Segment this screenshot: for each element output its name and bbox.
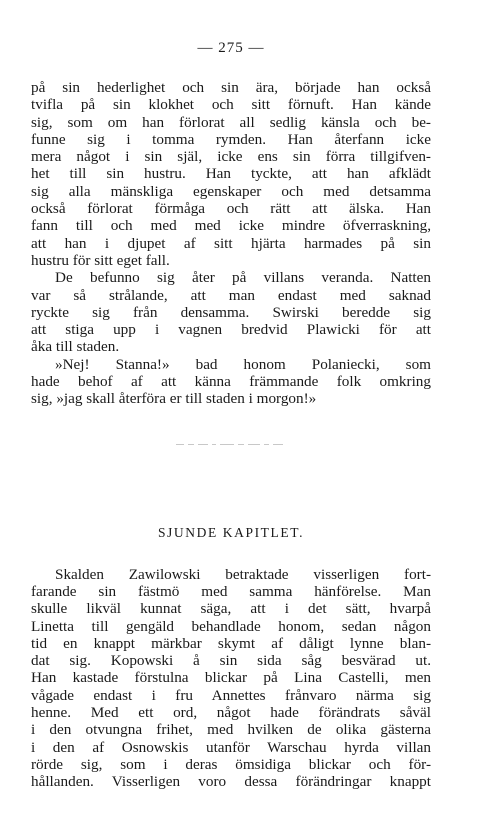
text-line: åka till staden. <box>31 338 120 356</box>
paragraph-1 <box>31 79 431 269</box>
paragraph-3 <box>31 356 431 408</box>
text-line: också förlorat förmåga och rätt att älska. Han <box>31 200 431 218</box>
text-line: De befunno sig åter på villans veranda. Natten <box>55 269 431 287</box>
text-line: hustru för sitt eget fall. <box>31 251 170 269</box>
text-line: rörde sig, som i deras ömsidiga blickar och för- <box>31 755 431 773</box>
paragraph-2 <box>31 269 431 355</box>
text-line: Han kastade förstulna blickar på Lina Castelli, men <box>31 669 431 687</box>
paragraph-4 <box>31 566 431 791</box>
text-line: het till sin hustru. Han tyckte, att han afklädt <box>31 165 431 183</box>
section-divider <box>176 440 286 448</box>
text-line: fann till och med med icke mindre öfverraskning, <box>31 217 431 235</box>
text-line: i den af Osnowskis utanför Warschau hyrda villan <box>31 738 431 756</box>
text-line: Linetta till gengäld behandlade honom, sedan någon <box>31 617 431 635</box>
text-line: att stiga upp i vagnen bredvid Plawicki för att <box>31 321 431 339</box>
text-line: funne sig i tomma rymden. Han återfann icke <box>31 130 431 148</box>
text-line: tvifla på sin klokhet och sitt förnuft. Han kände <box>31 96 431 114</box>
text-line: på sin hederlighet och sin ära, började han också <box>31 79 431 96</box>
text-line: skulle likväl kunnat säga, att i det sätt, hvarpå <box>31 600 431 618</box>
text-line: i den otvungna frihet, med hvilken de olika gästerna <box>31 721 431 739</box>
text-line: hade behof af att känna främmande folk omkring <box>31 373 431 391</box>
text-line: dat sig. Kopowski å sin sida såg besvärad ut. <box>31 652 431 670</box>
text-line: henne. Med ett ord, något hade förändrats såväl <box>31 704 431 722</box>
text-line: »Nej! Stanna!» bad honom Polaniecki, som <box>55 355 431 373</box>
text-line: mera något i sin själ, icke ens sin förra tillgifven- <box>31 148 431 166</box>
text-line: sig, »jag skall återföra er till staden i morgon!» <box>31 390 317 408</box>
text-line: vågade endast i fru Annettes frånvaro närma sig <box>31 686 431 704</box>
page-number: — 275 — <box>197 40 265 56</box>
text-line: Skalden Zawilowski betraktade visserligen fort- <box>55 565 431 583</box>
text-line: att han i djupet af sitt hjärta harmades på sin <box>31 234 431 252</box>
chapter-title: SJUNDE KAPITLET. <box>157 524 305 540</box>
book-page <box>31 40 431 791</box>
text-line: tid en knappt märkbar skymt af dåligt lynne blan- <box>31 634 431 652</box>
text-line: sig, som om han förlorat all sedlig känsla och be- <box>31 113 431 131</box>
text-line: ryckte sig från densamma. Swirski beredde sig <box>31 303 431 321</box>
text-line: hållanden. Visserligen voro dessa förändringar knappt <box>31 773 431 791</box>
text-line: farande sin fästmö med samma hänförelse. Man <box>31 582 431 600</box>
text-line: sig alla mänskliga egenskaper och med detsamma <box>31 182 431 200</box>
text-line: var så strålande, att man endast med saknad <box>31 286 431 304</box>
